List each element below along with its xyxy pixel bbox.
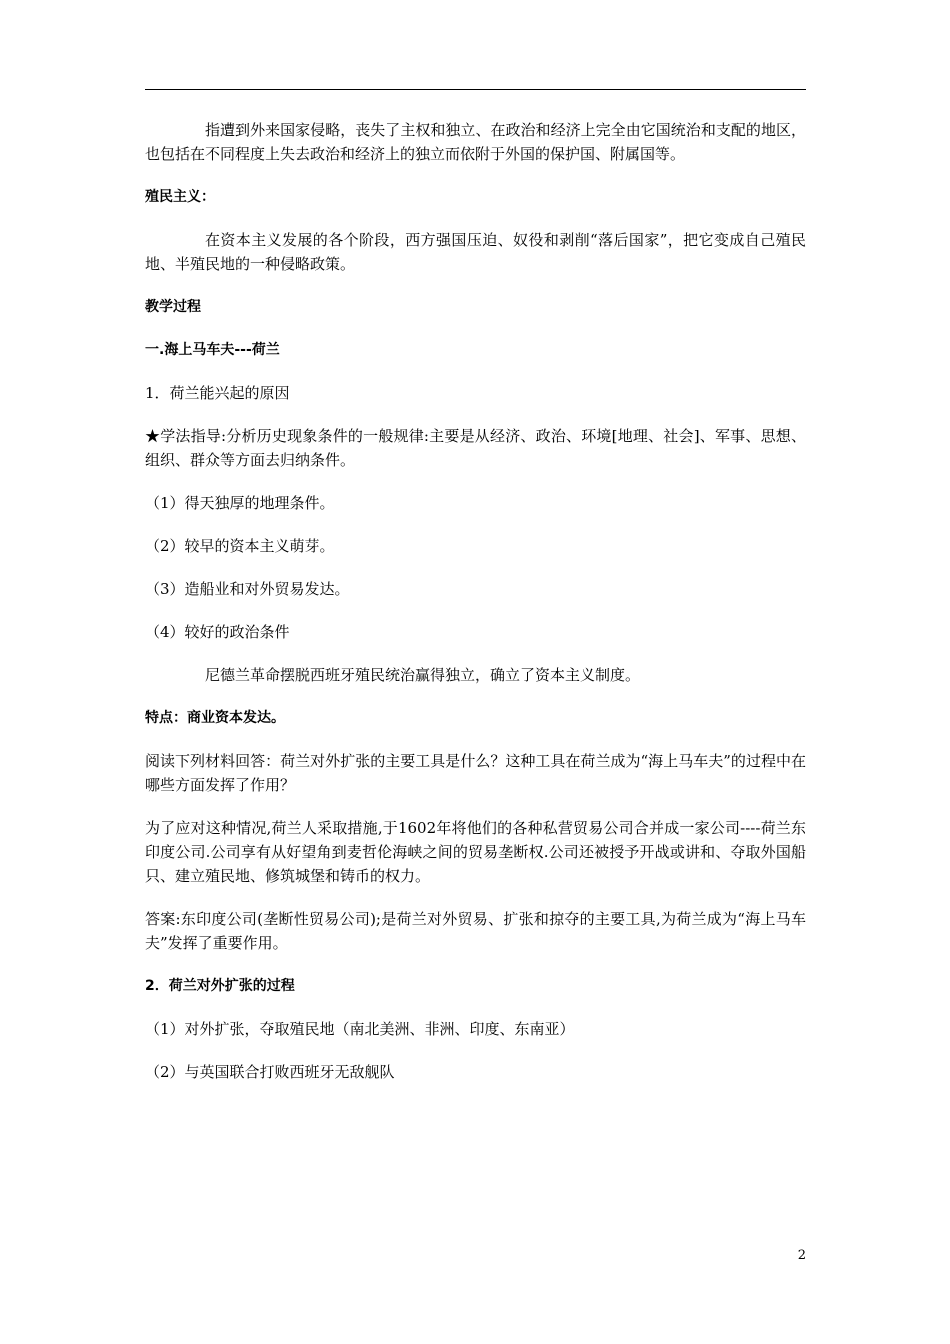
reason-item-2: （2）较早的资本主义萌芽。 [145,537,335,555]
expansion-item-2: （2）与英国联合打败西班牙无敌舰队 [145,1063,395,1081]
section-heading-netherlands: 一.海上马车夫---荷兰 [145,342,280,358]
reading-material: 为了应对这种情况,荷兰人采取措施,于1602年将他们的各种私营贸易公司合并成一家公司----荷兰东印度公司.公司享有从好望角到麦哲伦海峡之间的贸易垄断权.公司还被授予开战或讲和、夺取外国船只、建立殖民地、修筑城堡和铸币的权力。 [145,819,806,885]
reason-item-4: （4）较好的政治条件 [145,623,290,641]
colonialism-definition: 在资本主义发展的各个阶段，西方强国压迫、奴役和剥削“落后国家”，把它变成自己殖民地、半殖民地的一种侵略政策。 [145,231,806,273]
document-body [145,118,806,1103]
subheading-rise-reasons: 1．荷兰能兴起的原因 [145,384,290,402]
heading-colonialism: 殖民主义： [145,189,215,205]
page-number: 2 [797,1248,806,1263]
answer-paragraph: 答案:东印度公司(垄断性贸易公司);是荷兰对外贸易、扩张和掠夺的主要工具,为荷兰成为“海上马车夫”发挥了重要作用。 [145,910,806,952]
revolution-note: 尼德兰革命摆脱西班牙殖民统治赢得独立，确立了资本主义制度。 [205,666,641,684]
definition-paragraph: 指遭到外来国家侵略，丧失了主权和独立、在政治和经济上完全由它国统治和支配的地区，也包括在不同程度上失去政治和经济上的独立而依附于外国的保护国、附属国等。 [145,121,806,163]
expansion-item-1: （1）对外扩张，夺取殖民地（南北美洲、非洲、印度、东南亚） [145,1020,575,1038]
heading-teaching-process: 教学过程 [145,299,201,315]
feature-heading: 特点：商业资本发达。 [145,710,285,726]
subheading-expansion-process: 2．荷兰对外扩张的过程 [145,978,295,994]
reading-question: 阅读下列材料回答：荷兰对外扩张的主要工具是什么？这种工具在荷兰成为“海上马车夫”的过程中在哪些方面发挥了作用？ [145,752,806,794]
reason-item-1: （1）得天独厚的地理条件。 [145,494,335,512]
reason-item-3: （3）造船业和对外贸易发达。 [145,580,350,598]
header-rule [145,89,806,90]
study-method-note: ★学法指导:分析历史现象条件的一般规律:主要是从经济、政治、环境[地理、社会]、军事、思想、组织、群众等方面去归纳条件。 [145,427,806,469]
